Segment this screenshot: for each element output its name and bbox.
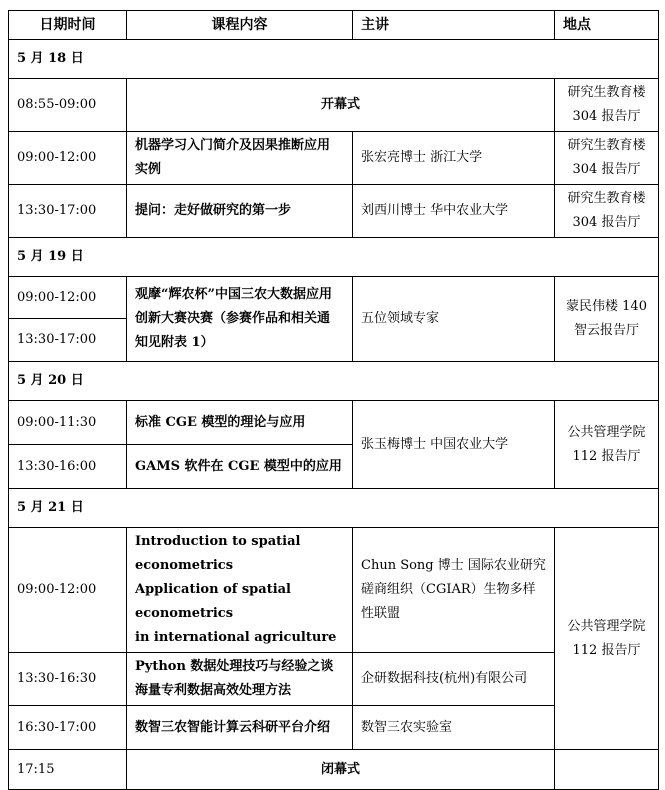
location-line: 112 报告厅	[572, 642, 641, 658]
day-heading: 5 月 20 日	[9, 362, 659, 401]
course-cell: 开幕式	[127, 79, 555, 132]
course-line: 海量专利数据高效处理方法	[135, 683, 292, 698]
location-cell	[555, 79, 659, 132]
time-cell: 16:30-17:00	[9, 706, 127, 750]
course-cell	[127, 132, 353, 185]
location-cell	[555, 185, 659, 238]
time-cell: 08:55-09:00	[9, 79, 127, 132]
speaker-cell: 企研数据科技(杭州)有限公司	[353, 653, 555, 706]
location-cell	[555, 401, 659, 489]
course-line: 观摩“辉农杯”中国三农大数据应用	[135, 287, 332, 302]
location-line: 公共管理学院	[567, 618, 646, 634]
speaker-cell: 数智三农实验室	[353, 706, 555, 750]
location-line: 研究生教育楼	[567, 85, 646, 100]
time-cell: 09:00-11:30	[9, 401, 127, 445]
course-cell: 闭幕式	[127, 750, 555, 790]
location-cell	[555, 750, 659, 790]
location-line: 智云报告厅	[573, 323, 639, 338]
speaker-cell: 刘西川博士 华中农业大学	[353, 185, 555, 238]
course-line: in international agriculture	[135, 630, 337, 645]
table-row	[9, 79, 659, 132]
location-cell	[555, 528, 659, 750]
schedule-table	[8, 10, 659, 790]
header-location: 地点	[555, 11, 659, 40]
speaker-line: 磋商组织（CGIAR）生物多样	[361, 582, 536, 597]
location-line: 研究生教育楼	[567, 191, 646, 206]
time-cell: 09:00-12:00	[9, 528, 127, 653]
schedule-wrapper	[8, 10, 659, 790]
course-line: Python 数据处理技巧与经验之谈	[135, 659, 334, 674]
table-row	[9, 528, 659, 653]
day-row	[9, 489, 659, 528]
location-line: 304 报告厅	[572, 109, 641, 124]
course-cell	[127, 277, 353, 362]
course-line: 实例	[135, 162, 162, 177]
course-line: econometrics	[135, 558, 234, 573]
course-line: 机器学习入门简介及因果推断应用	[135, 138, 331, 153]
time-cell: 17:15	[9, 750, 127, 790]
table-row	[9, 185, 659, 238]
day-heading: 5 月 19 日	[9, 238, 659, 277]
header-speaker: 主讲	[353, 11, 555, 40]
header-course: 课程内容	[127, 11, 353, 40]
time-cell: 13:30-17:00	[9, 319, 127, 362]
speaker-line: 性联盟	[361, 606, 401, 621]
course-line: 知见附表 1）	[135, 335, 214, 350]
time-cell: 13:30-17:00	[9, 185, 127, 238]
location-line: 304 报告厅	[572, 215, 641, 230]
speaker-line: Chun Song 博士 国际农业研究	[361, 558, 546, 573]
course-line: 创新大赛决赛（参赛作品和相关通	[135, 311, 331, 326]
table-row	[9, 401, 659, 445]
location-line: 研究生教育楼	[567, 138, 646, 153]
header-row	[9, 11, 659, 40]
course-line: Application of spatial econometrics	[135, 582, 291, 621]
table-row	[9, 132, 659, 185]
table-row	[9, 277, 659, 319]
course-cell	[127, 653, 353, 706]
location-cell	[555, 132, 659, 185]
course-cell: 数智三农智能计算云科研平台介绍	[127, 706, 353, 750]
course-cell	[127, 528, 353, 653]
speaker-cell	[353, 528, 555, 653]
location-line: 304 报告厅	[572, 162, 641, 177]
course-cell: GAMS 软件在 CGE 模型中的应用	[127, 445, 353, 489]
day-heading: 5 月 18 日	[9, 40, 659, 79]
course-cell: 提问：走好做研究的第一步	[127, 185, 353, 238]
speaker-cell: 张玉梅博士 中国农业大学	[353, 401, 555, 489]
day-row	[9, 238, 659, 277]
course-line: Introduction to spatial	[135, 534, 301, 549]
time-cell: 13:30-16:00	[9, 445, 127, 489]
time-cell: 09:00-12:00	[9, 277, 127, 319]
location-line: 112 报告厅	[572, 448, 641, 464]
location-line: 公共管理学院	[567, 424, 646, 440]
table-row	[9, 750, 659, 790]
time-cell: 13:30-16:30	[9, 653, 127, 706]
time-cell: 09:00-12:00	[9, 132, 127, 185]
location-cell	[555, 277, 659, 362]
day-row	[9, 362, 659, 401]
day-heading: 5 月 21 日	[9, 489, 659, 528]
course-cell: 标准 CGE 模型的理论与应用	[127, 401, 353, 445]
header-time: 日期时间	[9, 11, 127, 40]
day-row	[9, 40, 659, 79]
speaker-cell: 五位领域专家	[353, 277, 555, 362]
speaker-cell: 张宏亮博士 浙江大学	[353, 132, 555, 185]
location-line: 蒙民伟楼 140	[566, 299, 647, 314]
